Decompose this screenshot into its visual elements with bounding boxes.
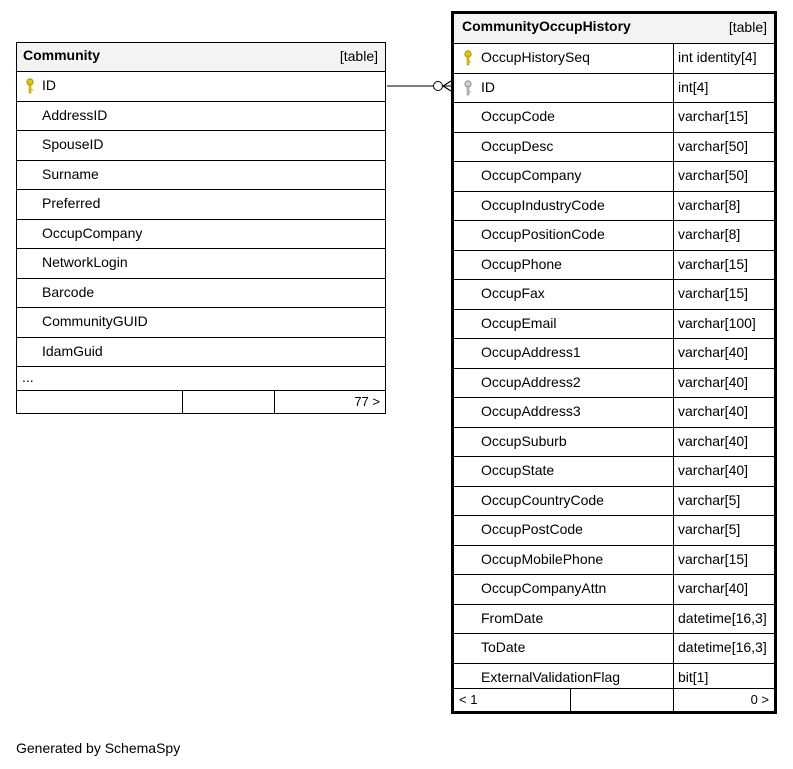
column-name: OccupAddress2 bbox=[481, 373, 581, 390]
column-name: OccupHistorySeq bbox=[481, 49, 590, 65]
column-type: varchar[8] bbox=[678, 196, 741, 213]
column-name: ToDate bbox=[481, 639, 526, 655]
column-type: varchar[15] bbox=[678, 550, 749, 567]
column-type: varchar[40] bbox=[678, 403, 749, 419]
column-name: OccupAddress1 bbox=[481, 344, 581, 360]
table-name: CommunityOccupHistory bbox=[462, 18, 631, 34]
column-name: OccupDesc bbox=[481, 137, 554, 154]
generated-by-caption: Generated by SchemaSpy bbox=[16, 740, 181, 756]
column-name: OccupPostCode bbox=[481, 521, 583, 537]
column-type: varchar[40] bbox=[678, 580, 749, 596]
column-name: OccupCompany bbox=[42, 224, 143, 241]
column-type: varchar[8] bbox=[678, 226, 741, 242]
column-type: varchar[40] bbox=[678, 462, 749, 478]
column-name: OccupAddress3 bbox=[481, 403, 581, 419]
column-type: int[4] bbox=[678, 78, 709, 95]
table-name: Community bbox=[23, 47, 100, 63]
column-type: varchar[100] bbox=[678, 314, 756, 331]
children-count: 0 > bbox=[750, 692, 769, 707]
column-type: varchar[40] bbox=[678, 344, 749, 360]
column-name: OccupMobilePhone bbox=[481, 550, 604, 567]
column-name: Surname bbox=[42, 165, 99, 182]
column-name: OccupCountryCode bbox=[481, 491, 604, 508]
column-name: Preferred bbox=[42, 195, 101, 211]
column-name: CommunityGUID bbox=[42, 313, 148, 329]
column-name: OccupEmail bbox=[481, 314, 557, 331]
column-name: OccupIndustryCode bbox=[481, 196, 605, 213]
column-name: OccupSuburb bbox=[481, 432, 567, 449]
column-type: varchar[50] bbox=[678, 137, 749, 154]
column-name: ID bbox=[481, 78, 495, 95]
column-type: bit[1] bbox=[678, 668, 709, 685]
ellipsis-text: ... bbox=[22, 369, 34, 385]
column-name: FromDate bbox=[481, 609, 544, 626]
column-type: varchar[15] bbox=[678, 108, 749, 124]
column-name: OccupCompany bbox=[481, 167, 582, 183]
column-type: varchar[40] bbox=[678, 373, 749, 390]
column-type: datetime[16,3] bbox=[678, 609, 767, 626]
column-name: AddressID bbox=[42, 106, 108, 123]
column-name: Barcode bbox=[42, 283, 95, 300]
table-kind: [table] bbox=[339, 48, 378, 64]
column-name: OccupPhone bbox=[481, 255, 562, 272]
column-name: IdamGuid bbox=[42, 342, 103, 359]
column-name: OccupCode bbox=[481, 108, 555, 124]
column-name: ExternalValidationFlag bbox=[481, 668, 621, 685]
column-type: int identity[4] bbox=[678, 49, 757, 65]
table-kind: [table] bbox=[728, 19, 767, 35]
crowfoot-upper bbox=[443, 81, 451, 86]
column-type: varchar[50] bbox=[678, 167, 749, 183]
crowfoot-lower bbox=[443, 86, 451, 91]
column-name: NetworkLogin bbox=[42, 254, 128, 270]
column-type: varchar[15] bbox=[678, 285, 749, 301]
children-count[interactable]: 77 > bbox=[354, 394, 380, 409]
column-type: varchar[40] bbox=[678, 432, 749, 449]
column-name: OccupPositionCode bbox=[481, 226, 605, 242]
column-name: SpouseID bbox=[42, 136, 104, 152]
column-type: datetime[16,3] bbox=[678, 639, 767, 655]
column-type: varchar[5] bbox=[678, 521, 741, 537]
column-type: varchar[15] bbox=[678, 255, 749, 272]
column-name: OccupFax bbox=[481, 285, 545, 301]
column-name: OccupCompanyAttn bbox=[481, 580, 607, 596]
parents-count[interactable]: < 1 bbox=[459, 692, 478, 707]
column-name: OccupState bbox=[481, 462, 555, 478]
zero-cardinality-marker bbox=[434, 82, 443, 91]
column-name: ID bbox=[42, 77, 56, 93]
column-type: varchar[5] bbox=[678, 491, 741, 508]
